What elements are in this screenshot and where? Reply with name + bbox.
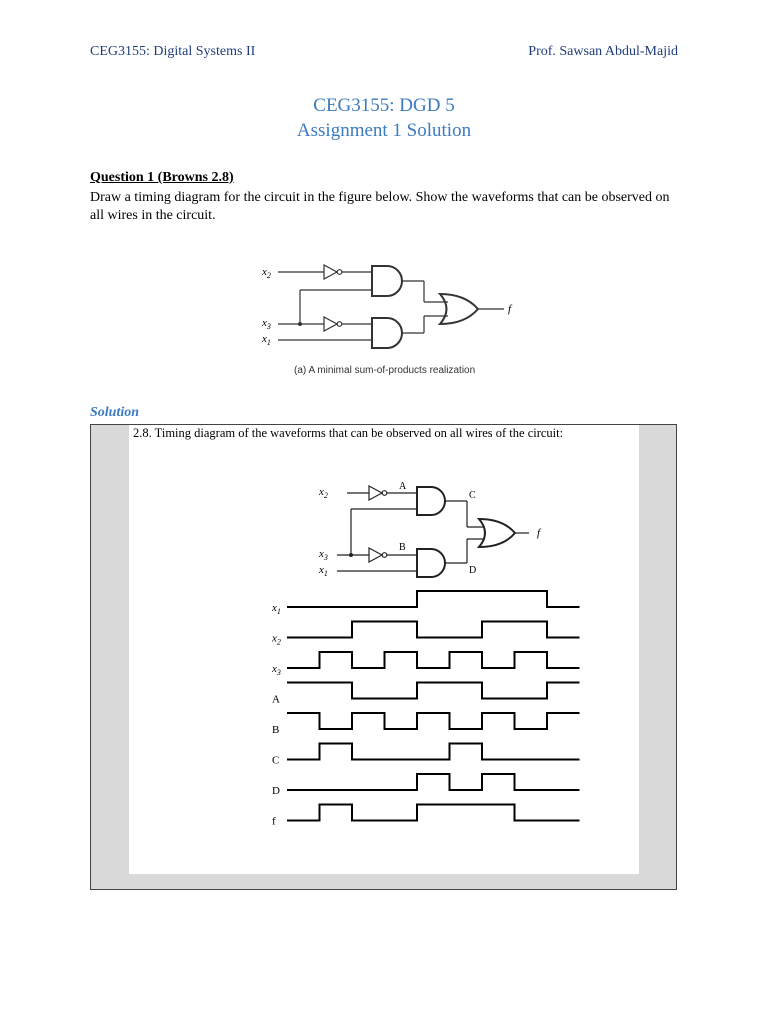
- solution-label: Solution: [90, 405, 140, 420]
- waveform: [287, 713, 580, 729]
- and-gate-top: [372, 266, 402, 296]
- sol-label-C: C: [469, 490, 476, 501]
- signal-label: C: [272, 754, 280, 767]
- sol-label-B: B: [399, 542, 406, 553]
- sol-label-x1: $x_1$: [319, 564, 328, 578]
- not-gate-top: [324, 265, 337, 279]
- or-gate: [440, 294, 478, 324]
- signal-label: $x_1$: [272, 602, 281, 616]
- question-text: Draw a timing diagram for the circuit in the figure below. Show the waveforms that can be observed on all wires in the circuit.: [90, 190, 670, 223]
- signal-label: $x_2$: [272, 632, 281, 647]
- signal-label: $x_3$: [272, 663, 281, 677]
- waveform: [287, 774, 580, 790]
- sol-label-x2: $x_2$: [319, 486, 328, 500]
- figure-caption: (a) A minimal sum-of-products realization: [294, 365, 476, 376]
- circuit-figure: [250, 256, 510, 381]
- sol-label-A: A: [399, 481, 407, 492]
- waveform: [287, 744, 580, 760]
- and-gate-bottom: [372, 318, 402, 348]
- waveform: [287, 683, 580, 699]
- signal-label: D: [272, 785, 280, 797]
- signal-label: f: [272, 815, 276, 828]
- document-subtitle: Assignment 1 Solution: [296, 120, 472, 141]
- header-course: CEG3155: Digital Systems II: [90, 44, 256, 59]
- signal-label: B: [272, 724, 280, 736]
- waveform: [287, 591, 580, 607]
- question-heading: Question 1 (Browns 2.8): [90, 170, 234, 185]
- solution-image: [129, 425, 639, 874]
- timing-diagram: [129, 425, 639, 874]
- waveform: [287, 805, 580, 821]
- sol-label-f: f: [537, 527, 541, 539]
- solution-frame: [90, 424, 677, 890]
- label-x1: $x_1$: [262, 333, 271, 347]
- sol-label-x3: $x_3$: [319, 548, 328, 562]
- not-gate-bottom: [324, 317, 337, 331]
- document-title: CEG3155: DGD 5: [313, 95, 455, 116]
- solution-heading: 2.8. Timing diagram of the waveforms that can be observed on all wires of the circuit:: [133, 426, 564, 440]
- header-professor: Prof. Sawsan Abdul-Majid: [528, 44, 678, 59]
- signal-label: A: [272, 693, 280, 706]
- label-x2: $x_2$: [262, 266, 271, 280]
- waveform: [287, 622, 580, 638]
- label-f: f: [508, 303, 512, 315]
- sol-label-D: D: [469, 565, 477, 576]
- label-x3: $x_3$: [262, 317, 271, 331]
- waveform: [287, 652, 580, 668]
